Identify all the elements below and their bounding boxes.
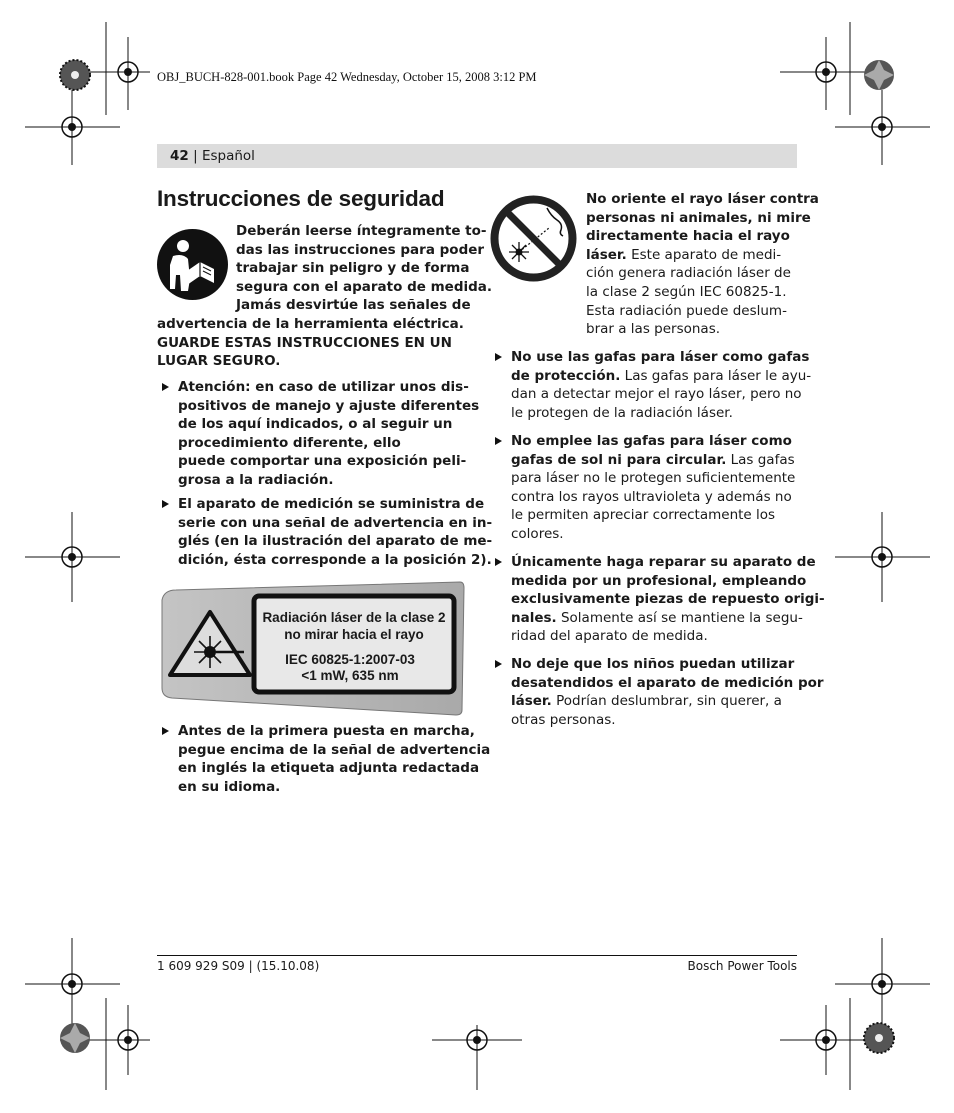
right-bullet-3: [511, 553, 825, 646]
right-intro-line-3: directamente hacia el rayo: [586, 228, 790, 245]
page-title: Instrucciones de seguridad: [157, 186, 445, 211]
intro-line-1: Deberán leerse íntegramente to-: [236, 223, 487, 239]
right-intro-line-4-bold: láser.: [586, 246, 627, 263]
right-bullet-3-line-1: Únicamente haga reparar su aparato de: [511, 554, 816, 570]
bullet-arrow-icon: [495, 558, 502, 566]
right-bullet-1-line-2-bold: de protección.: [511, 367, 621, 384]
bullet-arrow-icon: [162, 727, 169, 735]
right-bullet-1-line-4: le protegen de la radiación láser.: [511, 404, 733, 421]
left-bullet-1-line-4: procedimiento diferente, ello: [178, 434, 401, 451]
right-bullet-4-line-3-text: Podrían deslumbrar, sin querer, a: [551, 693, 782, 710]
crosshair-mark-top-right-2: [835, 90, 930, 165]
label-line-3: IEC 60825-1:2007-03: [285, 652, 415, 667]
crosshair-mark-middle-left: [25, 512, 120, 602]
right-bullet-2: [511, 432, 795, 544]
left-bullet-2-line-1: El aparato de medición se suministra de: [178, 496, 485, 512]
label-line-2: no mirar hacia el rayo: [284, 627, 424, 642]
right-bullet-1: [511, 348, 811, 422]
label-line-4: <1 mW, 635 nm: [301, 668, 399, 683]
footer-brand: Bosch Power Tools: [687, 959, 797, 973]
crosshair-mark-bottom-right-1: [835, 938, 930, 1025]
left-bullet-2-line-2: serie con una señal de advertencia en in-: [178, 514, 493, 531]
right-intro-line-7: Esta radiación puede deslum-: [586, 302, 787, 319]
intro-line-6: advertencia de la herramienta eléctrica.: [157, 316, 464, 332]
color-wheel-mark-top-right: [864, 60, 894, 90]
intro-wrapped-text: [236, 222, 492, 315]
crosshair-mark-top-right-1: [780, 22, 870, 115]
right-bullet-4-line-4: otras personas.: [511, 711, 616, 728]
left-bullet-2-line-3: glés (en la ilustración del aparato de me-: [178, 533, 493, 550]
right-bullet-2-line-2-text: Las gafas: [726, 451, 795, 468]
crosshair-mark-bottom-left-1: [25, 938, 120, 1025]
right-bullet-3-line-2: medida por un profesional, empleando: [511, 572, 807, 589]
left-bullet-1: [178, 378, 479, 490]
left-bullet-1-line-6: grosa a la radiación.: [178, 471, 334, 488]
intro-full-width-text: [157, 315, 464, 371]
intro-line-4: segura con el aparato de medida.: [236, 278, 493, 295]
right-intro: [586, 190, 819, 339]
read-manual-icon: [157, 229, 228, 300]
right-intro-line-6: la clase 2 según IEC 60825-1.: [586, 283, 787, 300]
bullet-arrow-icon: [162, 383, 169, 391]
starburst-mark-top-left: [60, 60, 90, 90]
bullet-arrow-icon: [495, 660, 502, 668]
left-bullet-3-line-4: en su idioma.: [178, 778, 281, 795]
footer-document-number: 1 609 929 S09 | (15.10.08): [157, 959, 320, 973]
left-bullet-1-line-2: positivos de manejo y ajuste diferentes: [178, 397, 480, 414]
right-bullet-2-line-1: No emplee las gafas para láser como: [511, 433, 792, 449]
left-bullet-3-line-1: Antes de la primera puesta en marcha,: [178, 723, 475, 739]
footer-rule: [157, 955, 797, 956]
header-language: Español: [201, 148, 255, 164]
label-line-1: Radiación láser de la clase 2: [262, 610, 446, 625]
header-separator: |: [188, 148, 202, 164]
right-bullet-3-line-4-bold: nales.: [511, 609, 557, 626]
right-bullet-4-line-3-bold: láser.: [511, 693, 552, 710]
print-proof-line: OBJ_BUCH-828-001.book Page 42 Wednesday, October 15, 2008 3:12 PM: [157, 70, 537, 84]
right-bullet-4-line-1: No deje que los niños puedan utilizar: [511, 656, 795, 672]
left-bullet-3-line-2: pegue encima de la señal de advertencia: [178, 741, 491, 758]
right-bullet-4-line-2: desatendidos el aparato de medición por: [511, 674, 824, 691]
page-number: 42: [170, 148, 189, 164]
crosshair-mark-top-left-2: [25, 90, 120, 165]
intro-line-7: GUARDE ESTAS INSTRUCCIONES EN UN: [157, 334, 452, 351]
left-bullet-3-line-3: en inglés la etiqueta adjunta redactada: [178, 760, 480, 777]
right-bullet-2-line-5: le permiten apreciar correctamente los: [511, 507, 776, 524]
intro-line-3: trabajar sin peligro y de forma: [236, 260, 470, 277]
left-bullet-1-line-1: Atención: en caso de utilizar unos dis-: [178, 379, 469, 395]
right-intro-line-4-text: Este aparato de medi-: [626, 246, 782, 263]
crosshair-mark-middle-right: [835, 512, 930, 602]
right-bullet-2-line-3: para láser no le protegen suficientemente: [511, 470, 796, 487]
right-bullet-1-line-2-text: Las gafas para láser le ayu-: [620, 367, 812, 384]
crosshair-mark-bottom-right-2: [780, 998, 870, 1090]
right-bullet-2-line-6: colores.: [511, 525, 564, 542]
right-bullet-4: [511, 655, 824, 729]
right-bullet-2-line-2-bold: gafas de sol ni para circular.: [511, 451, 727, 468]
left-bullet-1-line-3: de los aquí indicados, o al seguir un: [178, 416, 453, 433]
right-bullet-1-line-3: dan a detectar mejor el rayo láser, pero no: [511, 386, 802, 403]
crosshair-mark-bottom-center: [432, 1025, 522, 1090]
left-bullet-2-line-4: dición, ésta corresponde a la posición 2).: [178, 551, 492, 568]
intro-line-5: Jamás desvirtúe las señales de: [236, 297, 471, 314]
right-bullet-3-line-4-text: Solamente así se mantiene la segu-: [556, 609, 803, 626]
right-bullet-3-line-3: exclusivamente piezas de repuesto origi-: [511, 591, 825, 608]
starburst-mark-bottom-right: [864, 1023, 894, 1053]
right-intro-line-5: ción genera radiación láser de: [586, 265, 791, 282]
crosshair-mark-bottom-left-2: [60, 998, 150, 1090]
right-bullet-2-line-4: contra los rayos ultravioleta y además no: [511, 488, 792, 505]
bullet-arrow-icon: [162, 500, 169, 508]
right-intro-line-2: personas ni animales, ni mire: [586, 209, 811, 226]
bullet-arrow-icon: [495, 353, 502, 361]
intro-line-8: LUGAR SEGURO.: [157, 353, 281, 370]
no-laser-at-eyes-icon: [489, 194, 578, 283]
left-bullet-3: [178, 722, 490, 796]
page-header-bar: [157, 144, 797, 168]
right-intro-line-1: No oriente el rayo láser contra: [586, 191, 819, 207]
left-bullet-2: [178, 495, 492, 569]
intro-line-2: das las instrucciones para poder: [236, 241, 485, 258]
crosshair-mark-top-left-1: [60, 22, 150, 115]
left-bullet-1-line-5: puede comportar una exposición peli-: [178, 453, 467, 470]
laser-warning-label: [160, 580, 466, 717]
right-bullet-3-line-5: ridad del aparato de medida.: [511, 628, 708, 645]
bullet-arrow-icon: [495, 437, 502, 445]
right-intro-line-8: brar a las personas.: [586, 321, 721, 338]
right-bullet-1-line-1: No use las gafas para láser como gafas: [511, 349, 810, 365]
color-wheel-mark-bottom-left: [60, 1023, 90, 1053]
